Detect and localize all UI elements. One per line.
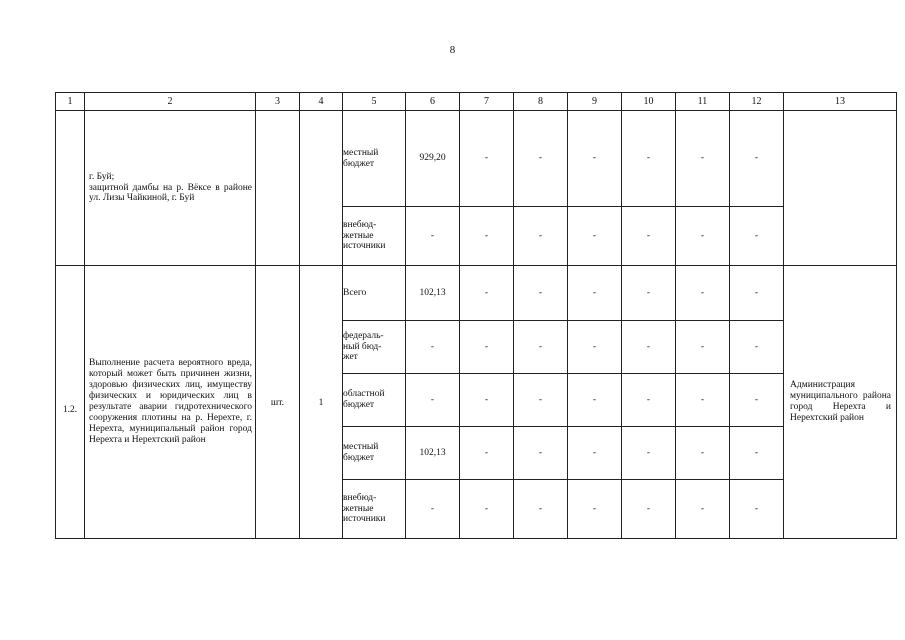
dash-cell: -: [460, 480, 514, 539]
dash-cell: -: [730, 207, 784, 266]
dash-cell: -: [676, 374, 730, 427]
dash-cell: -: [514, 321, 568, 374]
dash-cell: -: [676, 207, 730, 266]
dash-cell: -: [730, 374, 784, 427]
dash-cell: -: [622, 480, 676, 539]
table-row: [56, 111, 897, 207]
dash-cell: -: [460, 111, 514, 207]
item-description: Выполнение расчета вероятного вреда, который может быть причинен жизни, здоровью физических лиц, имуществу физических и юридических лиц в результате аварии гидротехнического сооружения плотины на р. Нерехте, г. Нерехта, муниципальный район город Нерехта и Нерехтский район: [89, 358, 252, 445]
dash-cell: -: [568, 321, 622, 374]
dash-cell: -: [514, 207, 568, 266]
header-cell: 6: [406, 93, 460, 111]
item-number: 1.2.: [62, 404, 78, 415]
dash-cell: -: [514, 480, 568, 539]
amount-cell: -: [406, 321, 460, 374]
dash-cell: -: [460, 207, 514, 266]
dash-cell: -: [514, 374, 568, 427]
funding-source-cell: внебюд- жетные источники: [343, 480, 406, 539]
dash-cell: -: [460, 427, 514, 480]
dash-cell: -: [730, 480, 784, 539]
amount-cell: -: [406, 207, 460, 266]
header-cell: 7: [460, 93, 514, 111]
header-cell: 8: [514, 93, 568, 111]
unit-value: шт.: [270, 398, 285, 409]
dash-cell: -: [622, 111, 676, 207]
dash-cell: -: [676, 427, 730, 480]
dash-cell: -: [568, 207, 622, 266]
dash-cell: -: [514, 266, 568, 321]
header-cell: 10: [622, 93, 676, 111]
amount-cell: -: [406, 480, 460, 539]
header-cell: 1: [56, 93, 85, 111]
dash-cell: -: [676, 321, 730, 374]
amount-cell: 929,20: [406, 111, 460, 207]
dash-cell: -: [514, 111, 568, 207]
dash-cell: -: [460, 374, 514, 427]
budget-table: [55, 92, 897, 539]
amount-cell: 102,13: [406, 427, 460, 480]
dash-cell: -: [568, 427, 622, 480]
table-row: [56, 266, 897, 321]
dash-cell: -: [730, 321, 784, 374]
item-description: г. Буй; защитной дамбы на р. Вёксе в районе ул. Лизы Чайкиной, г. Буй: [89, 171, 252, 204]
funding-source-cell: местный бюджет: [343, 111, 406, 207]
header-cell: 13: [784, 93, 897, 111]
header-cell: 9: [568, 93, 622, 111]
quantity-value: 1: [318, 398, 324, 409]
dash-cell: -: [568, 266, 622, 321]
dash-cell: -: [730, 266, 784, 321]
dash-cell: -: [514, 427, 568, 480]
quantity-cell: [300, 266, 343, 539]
item-number-cell: [56, 111, 85, 266]
funding-source-cell: федераль- ный бюд- жет: [343, 321, 406, 374]
dash-cell: -: [622, 207, 676, 266]
dash-cell: -: [676, 480, 730, 539]
dash-cell: -: [622, 427, 676, 480]
executor-cell: [784, 266, 897, 539]
page-number: 8: [449, 44, 456, 56]
dash-cell: -: [460, 266, 514, 321]
dash-cell: -: [568, 111, 622, 207]
executor-text: Администрация муниципального района город Нерехта и Нерехтский район: [790, 380, 891, 423]
item-description-cell: [85, 266, 256, 539]
header-cell: 3: [256, 93, 300, 111]
executor-cell: [784, 111, 897, 266]
funding-source-cell: внебюд- жетные источники: [343, 207, 406, 266]
header-cell: 11: [676, 93, 730, 111]
funding-source-cell: Всего: [343, 266, 406, 321]
amount-cell: -: [406, 374, 460, 427]
dash-cell: -: [622, 321, 676, 374]
amount-cell: 102,13: [406, 266, 460, 321]
header-cell: 4: [300, 93, 343, 111]
dash-cell: -: [730, 427, 784, 480]
unit-cell: [256, 266, 300, 539]
header-cell: 12: [730, 93, 784, 111]
dash-cell: -: [622, 266, 676, 321]
dash-cell: -: [676, 266, 730, 321]
header-cell: 2: [85, 93, 256, 111]
funding-source-cell: местный бюджет: [343, 427, 406, 480]
item-number-cell: [56, 266, 85, 539]
unit-cell: [256, 111, 300, 266]
dash-cell: -: [568, 374, 622, 427]
item-description-cell: [85, 111, 256, 266]
dash-cell: -: [622, 374, 676, 427]
dash-cell: -: [460, 321, 514, 374]
funding-source-cell: областной бюджет: [343, 374, 406, 427]
dash-cell: -: [676, 111, 730, 207]
dash-cell: -: [568, 480, 622, 539]
header-cell: 5: [343, 93, 406, 111]
table-header-row: [56, 93, 897, 111]
quantity-cell: [300, 111, 343, 266]
dash-cell: -: [730, 111, 784, 207]
